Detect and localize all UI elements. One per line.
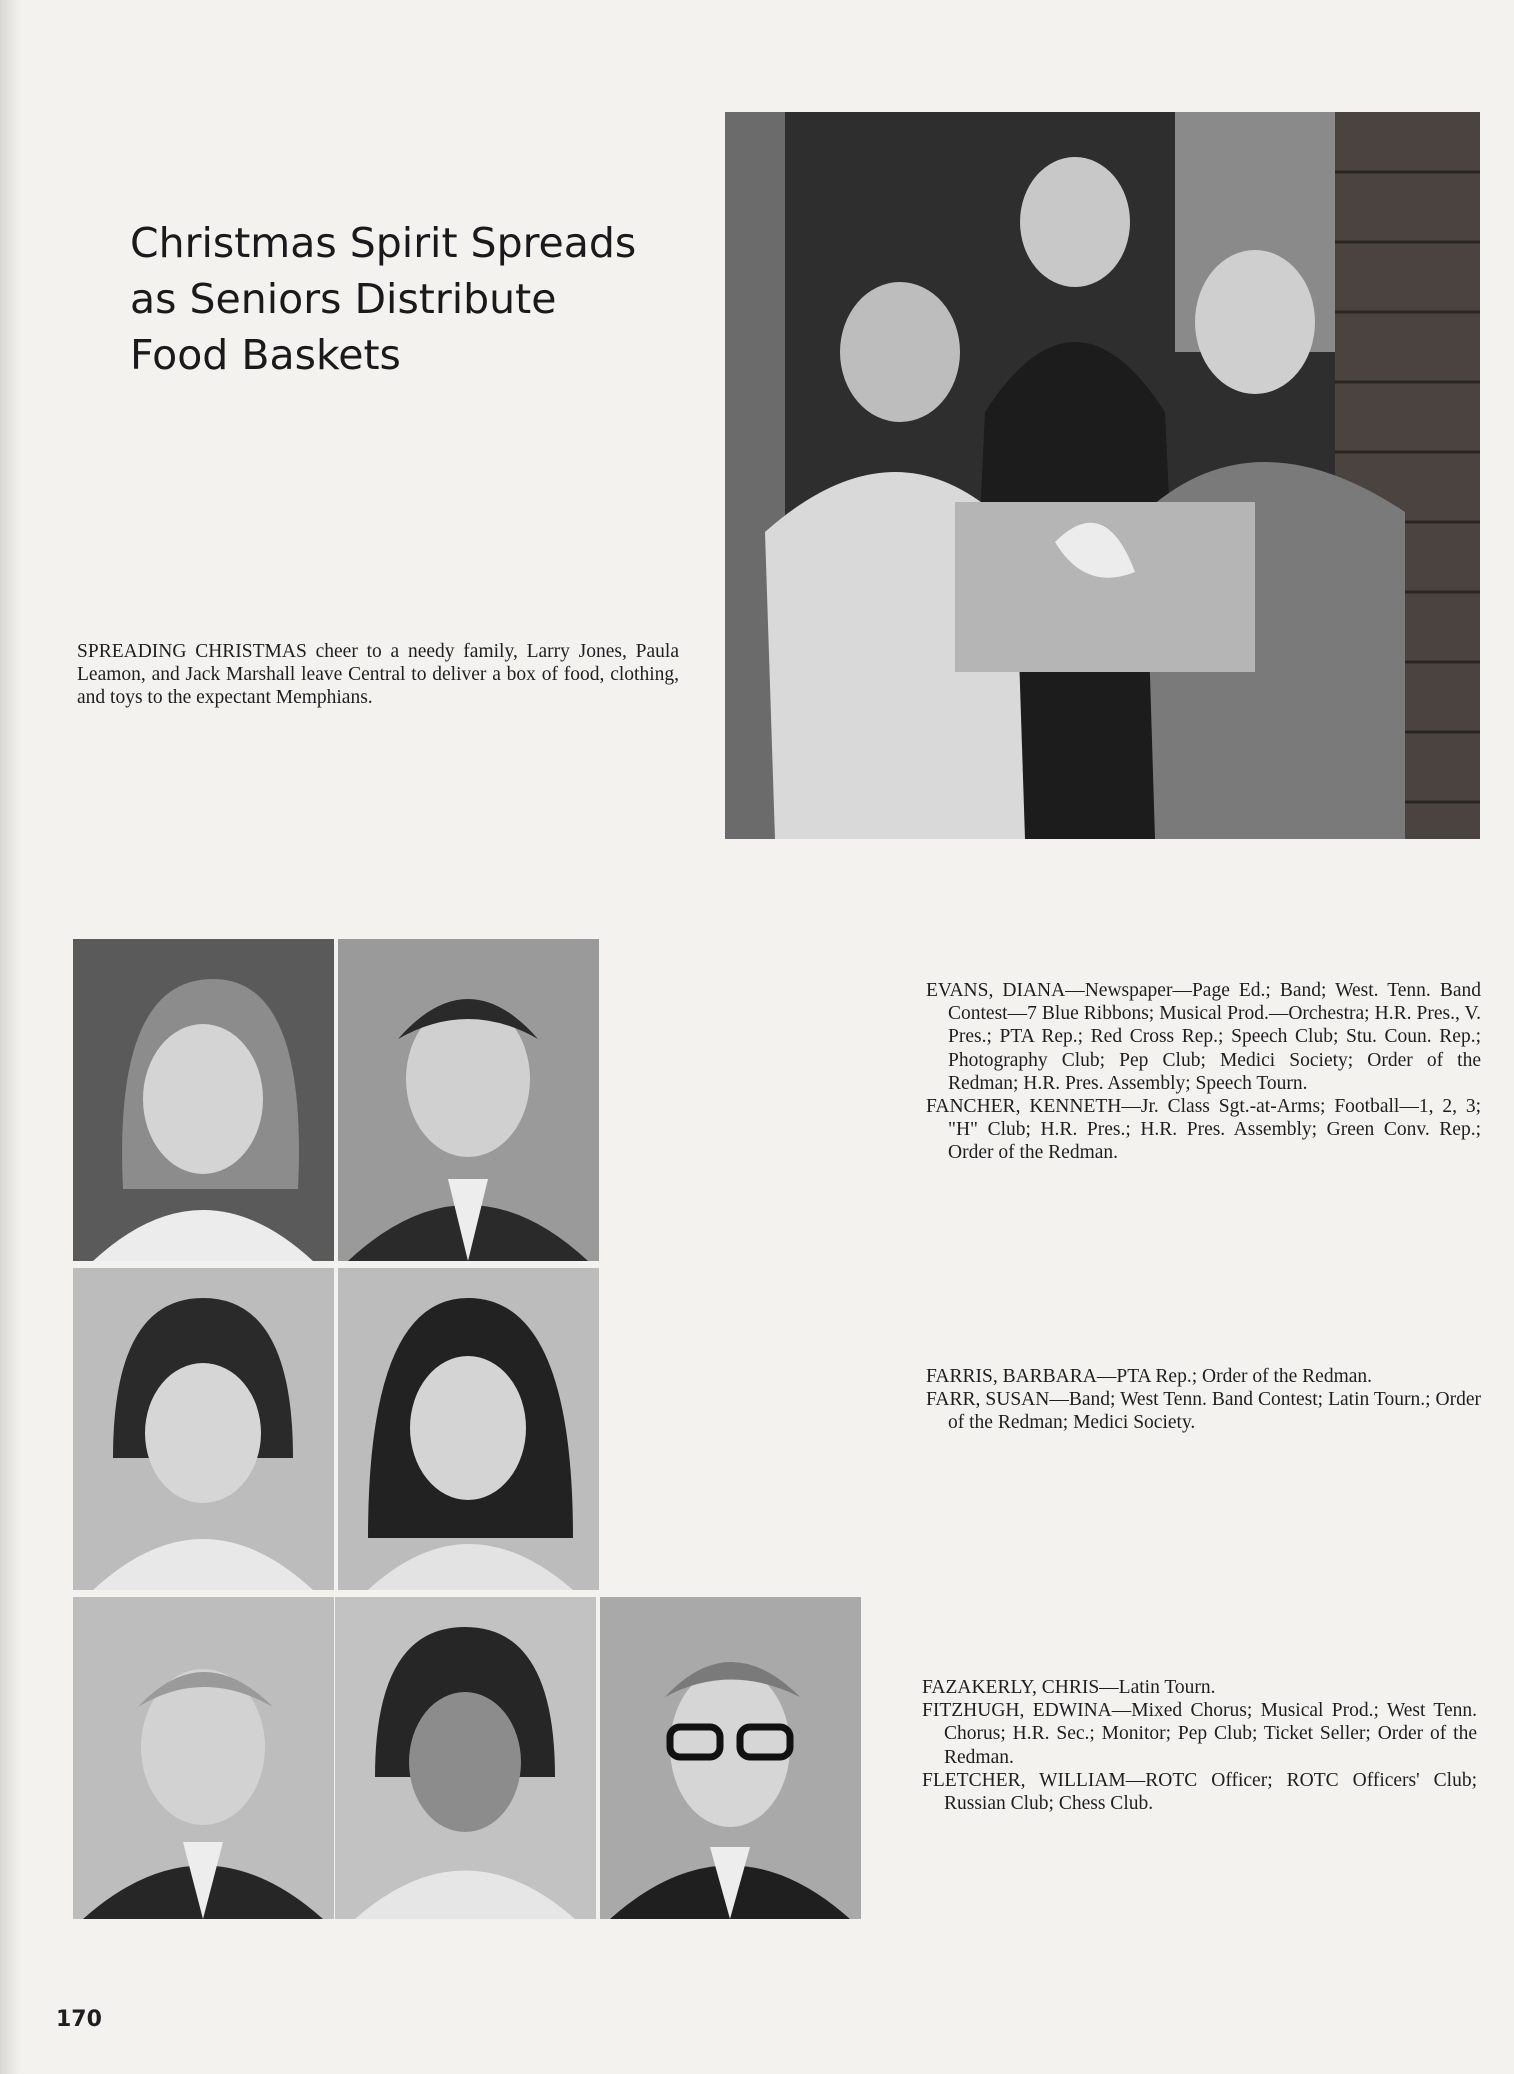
- portrait-illustration: [600, 1597, 861, 1919]
- group-photo: [725, 112, 1480, 839]
- title-line-3: Food Baskets: [130, 331, 401, 379]
- title-line-2: as Seniors Distribute: [130, 275, 557, 323]
- portrait-illustration: [338, 1268, 599, 1590]
- bio-group-3: [922, 1676, 1477, 1815]
- page-binding-shadow: [0, 0, 20, 2074]
- portrait-illustration: [73, 1268, 334, 1590]
- portrait-farr-susan: [338, 1268, 599, 1590]
- portrait-fazakerly-chris: [73, 1597, 334, 1919]
- bio-entry: FARRIS, BARBARA—PTA Rep.; Order of the Redman.: [926, 1366, 1373, 1387]
- bio-entry: FITZHUGH, EDWINA—Mixed Chorus; Musical Prod.; West Tenn. Chorus; H.R. Sec.; Monitor; Pep Club; Ticket Seller; Order of the Redman.: [922, 1700, 1477, 1768]
- bio-entry: FAZAKERLY, CHRIS—Latin Tourn.: [922, 1677, 1216, 1698]
- portrait-farris-barbara: [73, 1268, 334, 1590]
- portrait-illustration: [335, 1597, 596, 1919]
- photo-caption: SPREADING CHRISTMAS cheer to a needy family, Larry Jones, Paula Leamon, and Jack Marshall leave Central to deliver a box of food, clothing, and toys to the expectant Memphians.: [77, 641, 679, 708]
- bio-entry: EVANS, DIANA—Newspaper—Page Ed.; Band; West. Tenn. Band Contest—7 Blue Ribbons; Musical Prod.—Orchestra; H.R. Pres., V. Pres.; PTA Rep.; Red Cross Rep.; Speech Club; Stu. Coun. Rep.; Photography Club; Pep Club; Medici Society; Order of the Redman; H.R. Pres. Assembly; Speech Tourn.: [926, 980, 1481, 1094]
- page-title: [130, 215, 690, 383]
- bio-group-2: [926, 1365, 1481, 1435]
- portrait-illustration: [73, 939, 334, 1261]
- title-line-1: Christmas Spirit Spreads: [130, 219, 637, 267]
- portrait-illustration: [73, 1597, 334, 1919]
- portrait-fitzhugh-edwina: [335, 1597, 596, 1919]
- portrait-fletcher-william: [600, 1597, 861, 1919]
- portrait-illustration: [338, 939, 599, 1261]
- bio-group-1: [926, 979, 1481, 1165]
- bio-entry: FARR, SUSAN—Band; West Tenn. Band Contest; Latin Tourn.; Order of the Redman; Medici Society.: [926, 1389, 1481, 1434]
- portrait-evans-diana: [73, 939, 334, 1261]
- bio-entry: FLETCHER, WILLIAM—ROTC Officer; ROTC Officers' Club; Russian Club; Chess Club.: [922, 1769, 1477, 1815]
- bio-entry: FANCHER, KENNETH—Jr. Class Sgt.-at-Arms; Football—1, 2, 3; "H" Club; H.R. Pres.; H.R. Pres. Assembly; Green Conv. Rep.; Order of the Redman.: [926, 1096, 1481, 1164]
- portrait-fancher-kenneth: [338, 939, 599, 1261]
- group-photo-illustration: [725, 112, 1480, 839]
- page-number: 170: [56, 2007, 102, 2032]
